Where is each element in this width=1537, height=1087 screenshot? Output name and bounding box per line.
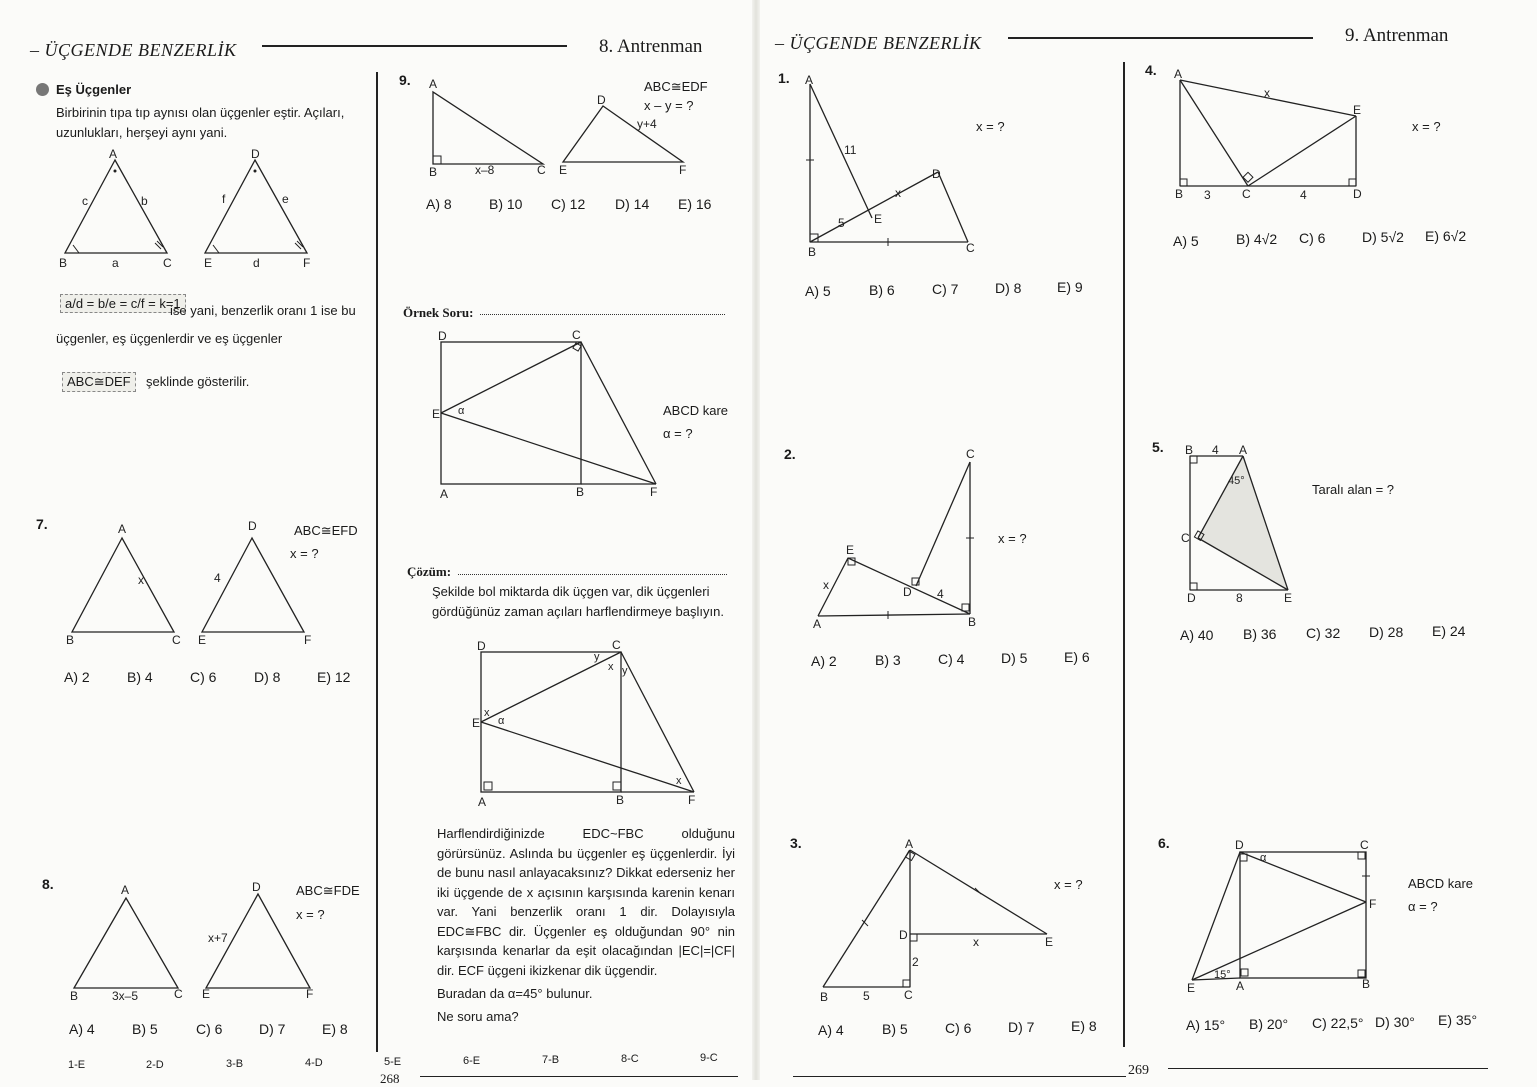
fig-label-e: e: [282, 192, 289, 206]
svg-text:E: E: [846, 543, 855, 557]
notation-text: şeklinde gösterilir.: [146, 374, 250, 389]
svg-text:C: C: [1360, 838, 1369, 852]
q6-angle: 15°: [1214, 969, 1231, 981]
q6-option-e[interactable]: E) 35°: [1438, 1012, 1478, 1028]
svg-text:A: A: [1236, 979, 1245, 993]
left-header-rule: [262, 45, 567, 47]
q7-side-x: x: [138, 573, 144, 587]
q8-option-d[interactable]: D) 7: [259, 1021, 286, 1037]
svg-text:y: y: [594, 651, 600, 663]
q3-option-e[interactable]: E) 8: [1071, 1018, 1097, 1034]
q2-len-4: 4: [937, 587, 944, 601]
fig-label-F: F: [303, 256, 311, 270]
q5-ask: Taralı alan = ?: [1312, 482, 1395, 497]
fig-label-E: E: [204, 256, 213, 270]
q8-option-e[interactable]: E) 8: [322, 1021, 348, 1037]
svg-text:B: B: [820, 990, 829, 1004]
svg-text:D: D: [1187, 591, 1196, 605]
svg-text:C: C: [572, 328, 581, 342]
q7-side-4: 4: [214, 571, 221, 585]
q2-option-b[interactable]: B) 3: [875, 652, 901, 668]
answer-key-3: 3-B: [226, 1058, 244, 1070]
q2-option-d[interactable]: D) 5: [1001, 650, 1028, 666]
answer-key-2: 2-D: [146, 1059, 164, 1071]
q4-option-c[interactable]: C) 6: [1299, 230, 1326, 246]
q7-option-a[interactable]: A) 2: [64, 669, 90, 685]
svg-text:E: E: [202, 987, 211, 1001]
fig-label-B: B: [59, 256, 68, 270]
right-antrenman-title: 9. Antrenman: [1345, 25, 1449, 46]
svg-text:A: A: [1239, 443, 1248, 457]
q4-option-d[interactable]: D) 5√2: [1362, 229, 1404, 245]
svg-text:D: D: [477, 639, 486, 653]
q1-len-11: 11: [844, 143, 857, 157]
svg-text:B: B: [808, 245, 817, 259]
example-label: Örnek Soru:: [403, 305, 474, 320]
q9-option-c[interactable]: C) 12: [551, 196, 586, 212]
answer-key-1: 1-E: [68, 1059, 86, 1071]
svg-text:A: A: [805, 73, 814, 87]
svg-text:B: B: [968, 615, 977, 629]
svg-text:A: A: [429, 77, 438, 91]
q9-ask: x – y = ?: [644, 98, 694, 113]
q7-option-c[interactable]: C) 6: [190, 669, 217, 685]
q3-number: 3.: [790, 835, 802, 851]
q6-alpha: α: [1260, 852, 1267, 864]
svg-text:A: A: [1174, 67, 1183, 81]
q7-option-b[interactable]: B) 4: [127, 669, 153, 685]
q5-len-4: 4: [1212, 443, 1219, 457]
section-title: Eş Üçgenler: [56, 82, 132, 97]
q4-option-a[interactable]: A) 5: [1173, 233, 1199, 249]
fig-label-D: D: [251, 147, 260, 161]
svg-text:D: D: [1235, 838, 1244, 852]
svg-text:B: B: [1185, 443, 1194, 457]
q2-figure: [808, 446, 998, 631]
q9-side-2: y+4: [637, 117, 657, 131]
example-figure: [430, 330, 670, 500]
q6-number: 6.: [1158, 835, 1170, 851]
right-header: – ÜÇGENDE BENZERLİK: [775, 33, 982, 53]
answer-key-9: 9-C: [700, 1052, 718, 1064]
q8-number: 8.: [42, 876, 54, 892]
svg-text:D: D: [248, 519, 257, 533]
svg-text:A: A: [813, 617, 822, 631]
svg-text:E: E: [874, 212, 883, 226]
q4-len-x: x: [1264, 86, 1270, 100]
left-footer-rule: [420, 1076, 738, 1077]
q6-option-c[interactable]: C) 22,5°: [1312, 1015, 1364, 1031]
q8-ask: x = ?: [296, 907, 325, 922]
svg-text:A: A: [478, 795, 487, 809]
fig-label-d: d: [253, 256, 260, 270]
svg-text:B: B: [1175, 187, 1184, 201]
svg-text:F: F: [688, 793, 696, 807]
q6-option-b[interactable]: B) 20°: [1249, 1016, 1289, 1032]
svg-text:E: E: [1284, 591, 1293, 605]
fig-label-C: C: [163, 256, 172, 270]
q3-option-b[interactable]: B) 5: [882, 1021, 908, 1037]
book-gutter: [752, 0, 760, 1080]
q4-len-3: 3: [1204, 188, 1211, 202]
right-header-rule: [1008, 37, 1313, 39]
q1-number: 1.: [778, 70, 790, 86]
left-antrenman-title: 8. Antrenman: [599, 36, 703, 57]
right-page-number: 269: [1128, 1063, 1149, 1078]
q4-option-e[interactable]: E) 6√2: [1425, 228, 1467, 244]
q8-option-c[interactable]: C) 6: [196, 1021, 223, 1037]
answer-key-8: 8-C: [621, 1053, 639, 1065]
svg-text:y: y: [622, 665, 628, 677]
svg-text:C: C: [612, 638, 621, 652]
q7-ask: x = ?: [290, 546, 319, 561]
q8-option-b[interactable]: B) 5: [132, 1021, 158, 1037]
q1-option-b[interactable]: B) 6: [869, 282, 895, 298]
q4-option-b[interactable]: B) 4√2: [1236, 231, 1278, 247]
svg-text:C: C: [966, 241, 975, 255]
q5-option-e[interactable]: E) 24: [1432, 623, 1466, 639]
ratio-text-2: üçgenler, eş üçgenlerdir ve eş üçgenler: [56, 331, 283, 346]
notation-box: ABC≅DEF: [62, 372, 136, 392]
solution-result: Buradan da α=45° bulunur.: [437, 986, 593, 1001]
svg-text:B: B: [1362, 977, 1371, 991]
q9-side-1: x–8: [475, 163, 495, 177]
q4-ask: x = ?: [1412, 119, 1441, 134]
svg-text:E: E: [1187, 981, 1196, 995]
bullet-icon: [36, 83, 49, 96]
svg-text:E: E: [1353, 103, 1362, 117]
q1-len-x: x: [895, 186, 901, 200]
svg-text:x: x: [608, 661, 614, 673]
q3-len-x: x: [973, 935, 979, 949]
q1-option-e[interactable]: E) 9: [1057, 279, 1083, 295]
svg-text:x: x: [484, 707, 490, 719]
q1-option-c[interactable]: C) 7: [932, 281, 959, 297]
solution-figure: [470, 638, 710, 810]
example-given: ABCD kare: [663, 403, 729, 418]
q4-len-4: 4: [1300, 188, 1307, 202]
q7-given: ABC≅EFD: [294, 523, 358, 538]
svg-text:D: D: [899, 928, 908, 942]
svg-text:E: E: [1045, 935, 1054, 949]
svg-text:B: B: [66, 633, 75, 647]
answer-key-7: 7-B: [542, 1054, 560, 1066]
svg-text:D: D: [252, 880, 261, 894]
q4-number: 4.: [1145, 62, 1157, 78]
q2-option-e[interactable]: E) 6: [1064, 649, 1090, 665]
left-header: – ÜÇGENDE BENZERLİK: [30, 40, 237, 60]
fig-label-c: c: [82, 194, 88, 208]
svg-text:D: D: [438, 329, 447, 343]
svg-text:F: F: [1369, 897, 1377, 911]
q9-option-b[interactable]: B) 10: [489, 196, 523, 212]
svg-text:D: D: [1353, 187, 1362, 201]
svg-text:D: D: [903, 585, 912, 599]
q1-option-a[interactable]: A) 5: [805, 283, 831, 299]
q6-figure: [1180, 836, 1380, 996]
q1-figure: [800, 70, 990, 260]
fig-label-a: a: [112, 256, 119, 270]
q2-option-c[interactable]: C) 4: [938, 651, 965, 667]
svg-text:B: B: [429, 165, 438, 179]
right-column-divider: [1123, 62, 1125, 1047]
svg-text:A: A: [440, 487, 449, 501]
fig-label-b: b: [141, 194, 148, 208]
q8-given: ABC≅FDE: [296, 883, 360, 898]
answer-key-6: 6-E: [463, 1055, 481, 1067]
q5-option-a[interactable]: A) 40: [1180, 627, 1214, 643]
svg-text:C: C: [966, 447, 975, 461]
left-page-number: 268: [380, 1071, 400, 1086]
svg-text:C: C: [172, 633, 181, 647]
ratio-formula-box: a/d = b/e = c/f = k=1: [60, 294, 186, 313]
svg-text:E: E: [559, 163, 568, 177]
example-ask: α = ?: [663, 426, 693, 441]
svg-text:D: D: [597, 93, 606, 107]
q7-number: 7.: [36, 516, 48, 532]
q7-option-e[interactable]: E) 12: [317, 669, 351, 685]
q9-option-a[interactable]: A) 8: [426, 196, 452, 212]
q3-option-a[interactable]: A) 4: [818, 1022, 844, 1038]
svg-text:E: E: [472, 716, 481, 730]
svg-text:α: α: [498, 715, 505, 727]
q1-option-d[interactable]: D) 8: [995, 280, 1022, 296]
svg-text:A: A: [118, 522, 127, 536]
q1-ask: x = ?: [976, 119, 1005, 134]
q2-option-a[interactable]: A) 2: [811, 653, 837, 669]
right-footer-rule-left: [793, 1076, 1126, 1077]
q5-number: 5.: [1152, 439, 1164, 455]
solution-dotted-rule: [458, 574, 727, 575]
q2-ask: x = ?: [998, 531, 1027, 546]
answer-key-4: 4-D: [305, 1057, 323, 1069]
q2-number: 2.: [784, 446, 796, 462]
svg-text:C: C: [174, 987, 183, 1001]
q1-len-5: 5: [838, 216, 845, 230]
q3-figure: [815, 836, 1065, 1006]
svg-text:B: B: [576, 485, 585, 499]
svg-text:α: α: [458, 405, 465, 417]
congruent-triangles-figure: [55, 145, 325, 270]
intro-text: Birbirinin tıpa tıp aynısı olan üçgenler eştir. Açıları, uzunlukları, herşeyi aynı yani.: [56, 105, 345, 140]
q7-option-d[interactable]: D) 8: [254, 669, 281, 685]
q6-ask: α = ?: [1408, 899, 1438, 914]
solution-label: Çözüm:: [407, 564, 452, 579]
solution-intro: Şekilde bol miktarda dik üçgen var, dik üçgenleri gördüğünüz zaman açıları harflendirmeye başlıyın.: [432, 584, 724, 619]
q3-ask: x = ?: [1054, 877, 1083, 892]
q3-len-2: 2: [912, 955, 919, 969]
q9-option-d[interactable]: D) 14: [615, 196, 650, 212]
svg-text:D: D: [932, 167, 941, 181]
q8-option-a[interactable]: A) 4: [69, 1021, 95, 1037]
ratio-text-1: ise yani, benzerlik oranı 1 ise bu: [170, 303, 356, 318]
fig-label-f: f: [222, 192, 226, 206]
q8-side-1: 3x–5: [112, 989, 139, 1003]
svg-text:F: F: [306, 987, 314, 1001]
answer-key-5: 5-E: [384, 1056, 402, 1068]
svg-text:A: A: [121, 883, 130, 897]
q2-len-x: x: [823, 578, 829, 592]
svg-text:F: F: [679, 163, 687, 177]
svg-text:E: E: [432, 407, 441, 421]
fig-label-A: A: [109, 147, 118, 161]
svg-text:B: B: [70, 989, 79, 1003]
q6-option-d[interactable]: D) 30°: [1375, 1014, 1415, 1030]
solution-body: Harflendirdiğinizde EDC~FBC olduğunu görürsünüz. Aslında bu üçgenler eş üçgenlerdir. İyi de bunu nasıl anlayacaksınız? Dikkat ederseniz her iki üçgende de x açısının karşısında karenin kenarı var. Yani benzerlik oranı 1 dir. Dolayısıyla EDC≅FBC dir. Üçgenler eş olduğundan 90° nin karşısında kenarlar da eşit olacağından |EC|=|CF| dir. ECF üçgeni ikizkenar dik üçgendir.: [437, 826, 735, 978]
q9-number: 9.: [399, 72, 411, 88]
left-column-divider: [376, 72, 378, 1052]
q5-len-8: 8: [1236, 591, 1243, 605]
svg-text:B: B: [616, 793, 625, 807]
svg-text:F: F: [650, 485, 658, 499]
q6-option-a[interactable]: A) 15°: [1186, 1017, 1226, 1033]
example-dotted-rule: [480, 314, 725, 315]
svg-text:A: A: [905, 837, 914, 851]
q6-given: ABCD kare: [1408, 876, 1474, 891]
svg-text:C: C: [904, 988, 913, 1002]
q4-figure: [1170, 66, 1370, 206]
svg-text:C: C: [1242, 187, 1251, 201]
q3-option-c[interactable]: C) 6: [945, 1020, 972, 1036]
svg-text:C: C: [1181, 531, 1190, 545]
svg-text:C: C: [537, 163, 546, 177]
svg-text:F: F: [304, 633, 312, 647]
q9-given: ABC≅EDF: [644, 79, 708, 94]
q9-option-e[interactable]: E) 16: [678, 196, 712, 212]
q5-figure: [1178, 442, 1308, 607]
q3-len-5: 5: [863, 989, 870, 1003]
q3-option-d[interactable]: D) 7: [1008, 1019, 1035, 1035]
solution-end: Ne soru ama?: [437, 1009, 519, 1024]
q5-option-d[interactable]: D) 28: [1369, 624, 1404, 640]
svg-text:x: x: [676, 775, 682, 787]
q5-option-b[interactable]: B) 36: [1243, 626, 1277, 642]
q5-option-c[interactable]: C) 32: [1306, 625, 1341, 641]
q5-angle: 45°: [1228, 475, 1245, 487]
right-footer-rule-right: [1168, 1068, 1488, 1069]
svg-text:E: E: [198, 633, 207, 647]
q8-side-2: x+7: [208, 931, 228, 945]
